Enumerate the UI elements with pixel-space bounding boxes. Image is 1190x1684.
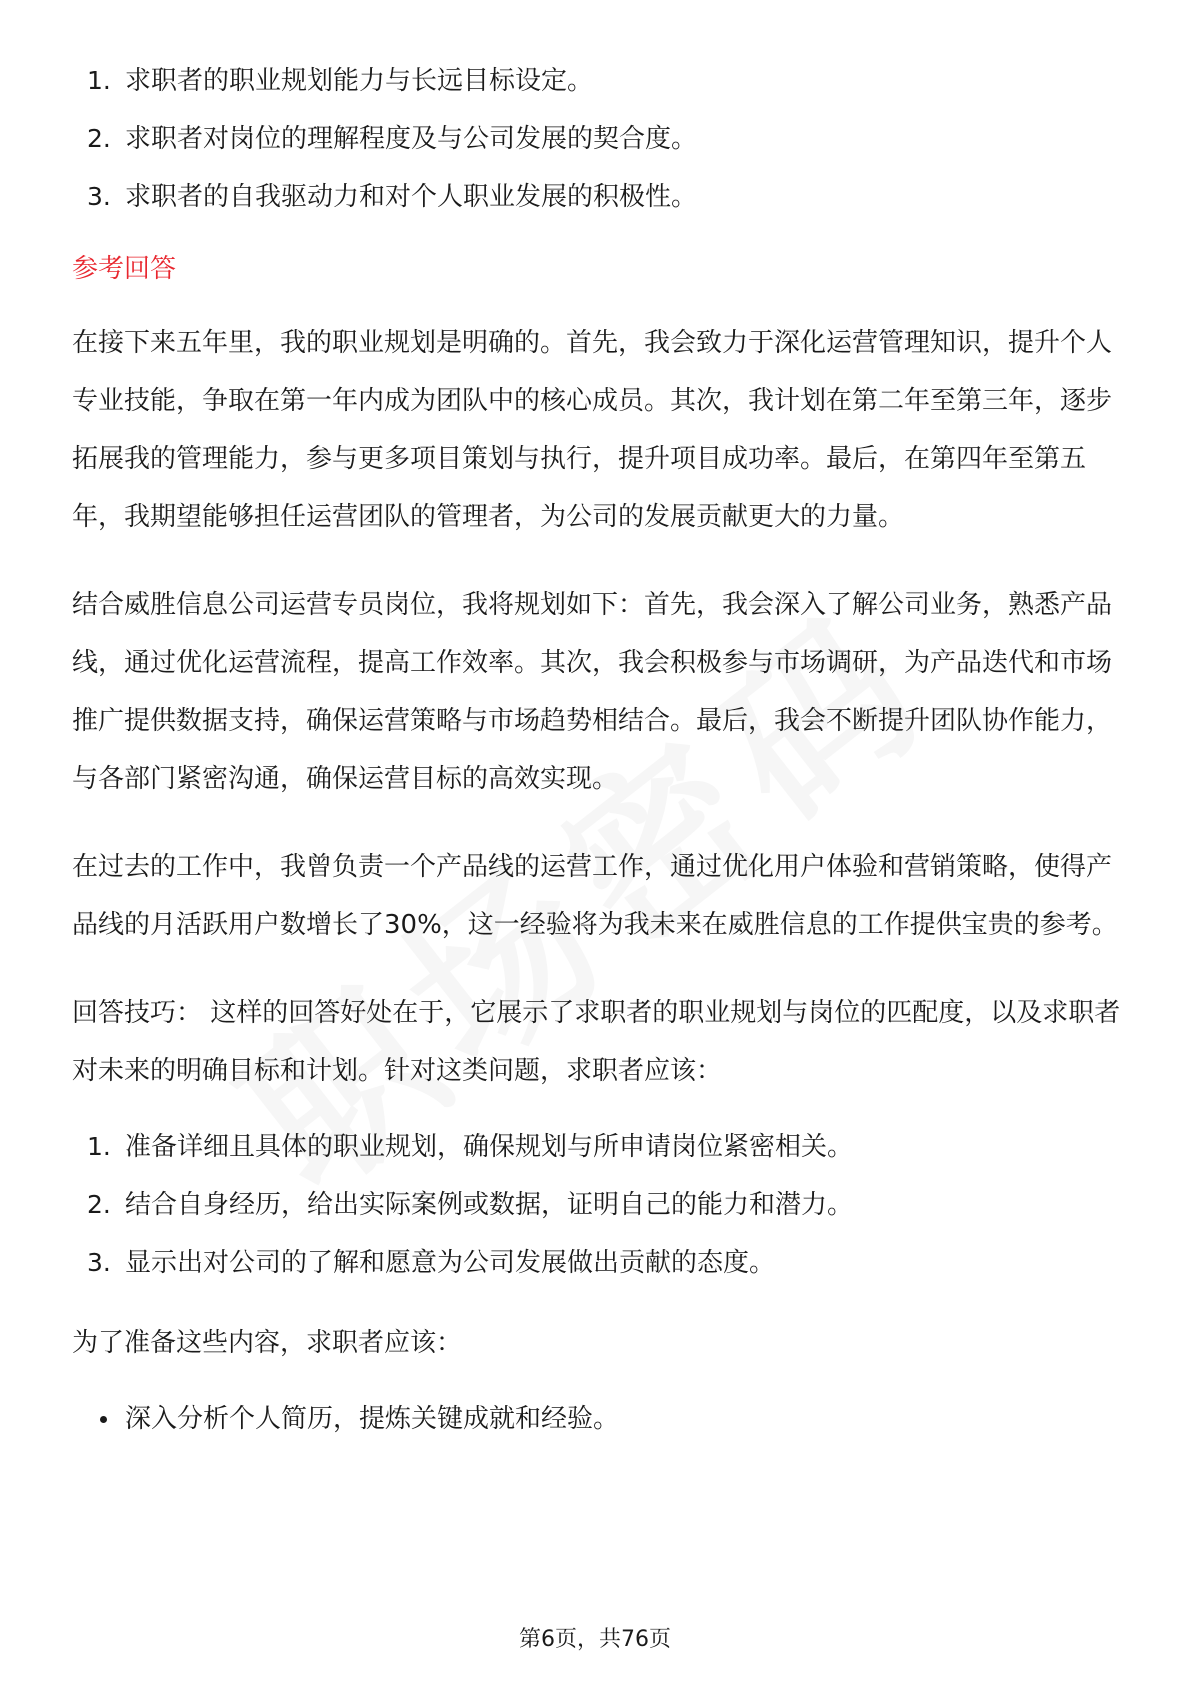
list-item	[72, 168, 1132, 226]
list-number: 2.	[87, 124, 111, 153]
list-text: 求职者的职业规划能力与长远目标设定。	[125, 66, 594, 96]
answer-paragraph-3: 在过去的工作中，我曾负责一个产品线的运营工作，通过优化用户体验和营销策略，使得产品线的月活跃用户数增长了30%，这一经验将为我未来在威胜信息的工作提供宝贵的参考。	[72, 852, 1118, 940]
evaluation-points-list	[72, 52, 1132, 226]
bullet-text: 深入分析个人简历，提炼关键成就和经验。	[125, 1404, 620, 1434]
list-text: 求职者对岗位的理解程度及与公司发展的契合度。	[125, 124, 698, 154]
list-text: 结合自身经历，给出实际案例或数据，证明自己的能力和潜力。	[125, 1190, 854, 1220]
bullet-dot-icon	[100, 1416, 107, 1423]
prep-intro: 为了准备这些内容，求职者应该：	[72, 1328, 463, 1358]
prep-bullets	[72, 1390, 1132, 1448]
list-number: 2.	[87, 1190, 111, 1219]
list-text: 求职者的自我驱动力和对个人职业发展的积极性。	[125, 182, 698, 212]
list-number: 1.	[87, 1132, 111, 1161]
list-item	[72, 1234, 1132, 1292]
list-number: 3.	[87, 1248, 111, 1277]
list-item	[72, 110, 1132, 168]
list-item	[72, 52, 1132, 110]
tips-paragraph: 回答技巧： 这样的回答好处在于，它展示了求职者的职业规划与岗位的匹配度，以及求职者对未来的明确目标和计划。针对这类问题，求职者应该：	[72, 998, 1121, 1086]
list-item	[72, 1118, 1132, 1176]
list-text: 显示出对公司的了解和愿意为公司发展做出贡献的态度。	[125, 1248, 776, 1278]
list-number: 3.	[87, 182, 111, 211]
list-text: 准备详细且具体的职业规划，确保规划与所申请岗位紧密相关。	[125, 1132, 854, 1162]
list-number: 1.	[87, 66, 111, 95]
section-heading: 参考回答	[72, 254, 177, 284]
tips-list	[72, 1118, 1132, 1292]
page-content	[72, 52, 1132, 1448]
bullet-item	[72, 1390, 1132, 1448]
answer-paragraph-1: 在接下来五年里，我的职业规划是明确的。首先，我会致力于深化运营管理知识，提升个人专业技能，争取在第一年内成为团队中的核心成员。其次，我计划在第二年至第三年，逐步拓展我的管理能力，参与更多项目策划与执行，提升项目成功率。最后，在第四年至第五年，我期望能够担任运营团队的管理者，为公司的发展贡献更大的力量。	[72, 328, 1113, 532]
page-footer: 第6页，共76页	[519, 1627, 671, 1652]
list-item	[72, 1176, 1132, 1234]
answer-paragraph-2: 结合威胜信息公司运营专员岗位，我将规划如下：首先，我会深入了解公司业务，熟悉产品线，通过优化运营流程，提高工作效率。其次，我会积极参与市场调研，为产品迭代和市场推广提供数据支持，确保运营策略与市场趋势相结合。最后，我会不断提升团队协作能力，与各部门紧密沟通，确保运营目标的高效实现。	[72, 590, 1113, 794]
